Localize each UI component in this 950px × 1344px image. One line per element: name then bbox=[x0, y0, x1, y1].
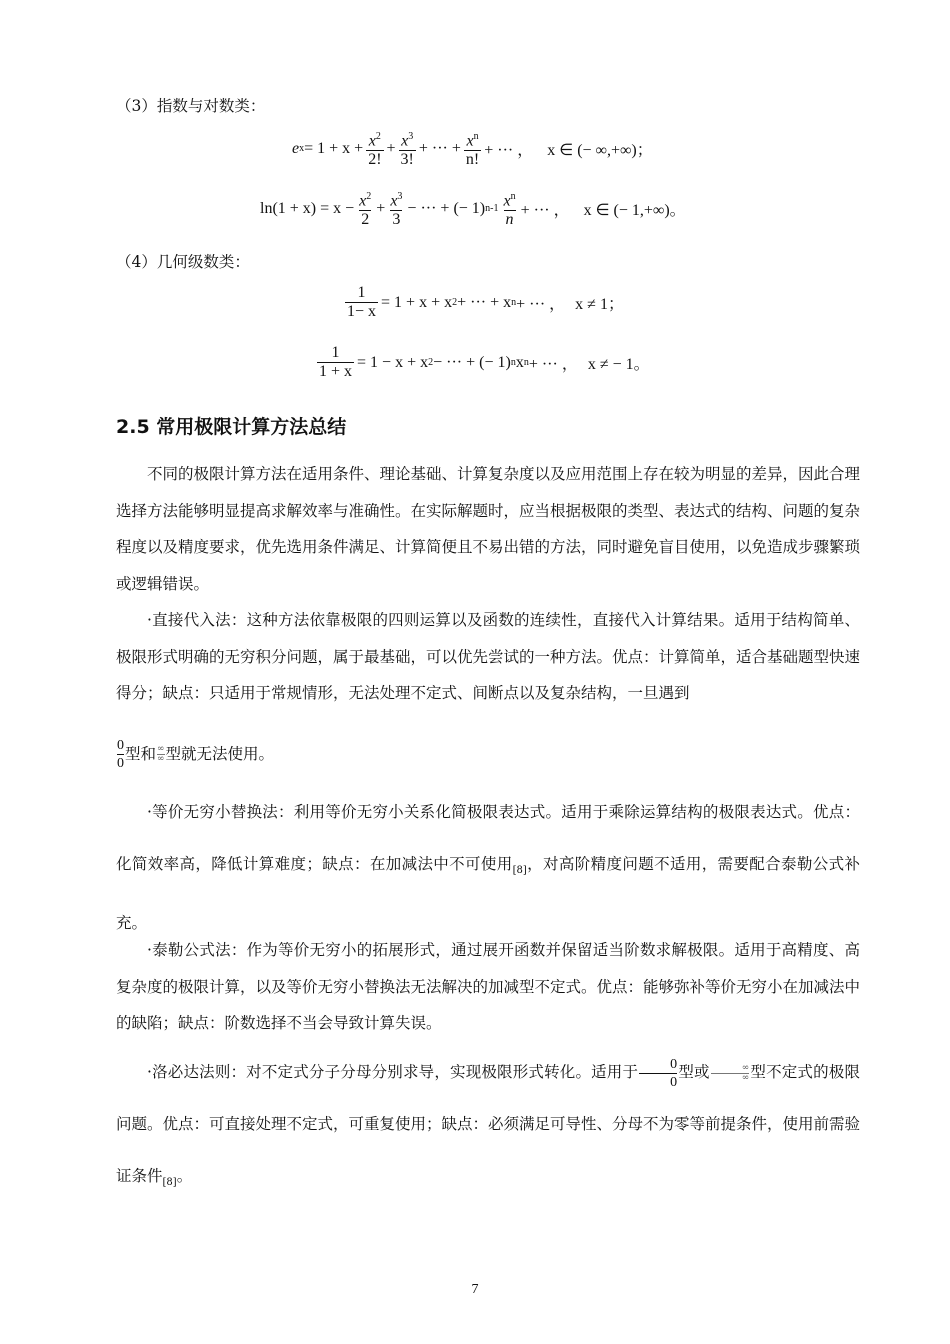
inf-over-inf-fraction: ∞ ∞ bbox=[711, 1064, 750, 1083]
section-heading: 2.5 常用极限计算方法总结 bbox=[116, 416, 347, 438]
paragraph-direct-substitution-tail: 0 0 型和 ∞ ∞ 型就无法使用。 bbox=[117, 737, 275, 771]
citation: [8] bbox=[162, 1177, 177, 1189]
zero-over-zero-fraction: 0 0 bbox=[117, 737, 124, 771]
paragraph-intro: 不同的极限计算方法在适用条件、理论基础、计算复杂度以及应用范围上存在较为明显的差异，因此合理选择方法能够明显提高求解效率与准确性。在实际解题时，应当根据极限的类型、表达式的结构、问题的复杂程度以及精度要求，优先选用条件满足、计算简便且不易出错的方法，同时避免盲目使用，以免造成步骤繁琐或逻辑错误。 bbox=[116, 465, 861, 593]
exp-series-formula: e x = 1 + x + $\frac{x^2}{2!}$ + $\frac{x^3}{3!}$ + ··· + $\frac{x^n}{n!}$ + ··· ， x ∈ (− ∞,+∞)； bbox=[292, 131, 653, 169]
section4-label: （4）几何级数类： bbox=[116, 253, 250, 271]
citation: [8] bbox=[512, 865, 527, 877]
zero-over-zero-fraction: $\frac{0}{0}$ bbox=[639, 1056, 677, 1091]
ln-series-formula: ln(1 + x) = x − $\frac{x^2}{2}$ + $\frac{x^3}{3}$ − ··· + (− 1) n-1 $\frac{x^n}{n}$ + ··· ， x ∈ (− 1,+∞)。 bbox=[260, 191, 686, 229]
page-number: 7 bbox=[471, 1282, 479, 1297]
inf-over-inf-fraction: ∞ ∞ bbox=[157, 743, 165, 764]
paragraph-direct-substitution: ·直接代入法：这种方法依靠极限的四则运算以及函数的连续性，直接代入计算结果。适用于结构简单、极限形式明确的无穷积分问题，属于最基础，可以优先尝试的一种方法。优点：计算简单，适合基础题型快速得分；缺点：只适用于常规情形，无法处理不定式、间断点以及复杂结构，一旦遇到 bbox=[116, 611, 861, 702]
paragraph-taylor: ·泰勒公式法：作为等价无穷小的拓展形式，通过展开函数并保留适当阶数求解极限。适用于高精度、高复杂度的极限计算，以及等价无穷小替换法无法解决的加减型不定式。优点：能够弥补等价无穷小在加减法中的缺陷；缺点：阶数选择不当会导致计算失误。 bbox=[116, 941, 861, 1032]
paragraph-equivalent-infinitesimal: ·等价无穷小替换法：利用等价无穷小关系化简极限表达式。适用于乘除运算结构的极限表达式。优点：化简效率高，降低计算难度；缺点：在加减法中不可使用$_{[8]}$，对高阶精度问题不适用，需要配合泰勒公式补充。 bbox=[116, 803, 860, 933]
geometric-series-formula-1: $\frac{1}{1- x}$ = 1 + x + x 2 + ··· + x n + ··· ， x ≠ 1； bbox=[347, 284, 624, 320]
geometric-series-formula-2: $\frac{1}{1 + x}$ = 1 − x + x 2 − ··· + (− 1) n x n + ··· ， x ≠ − 1。 bbox=[319, 344, 650, 380]
paragraph-lhopital: ·洛必达法则：对不定式分子分母分别求导，实现极限形式转化。适用于 $\frac{0}{0}$ 型或 ∞ ∞ 型不定式的极限问题。优点：可直接处理不定式，可重复使用；缺点：必须满足可导性、分母不为零等前提条件，使用前需验证条件$_{[8]}$。 bbox=[116, 1056, 861, 1189]
section3-label: （3）指数与对数类： bbox=[116, 97, 266, 115]
